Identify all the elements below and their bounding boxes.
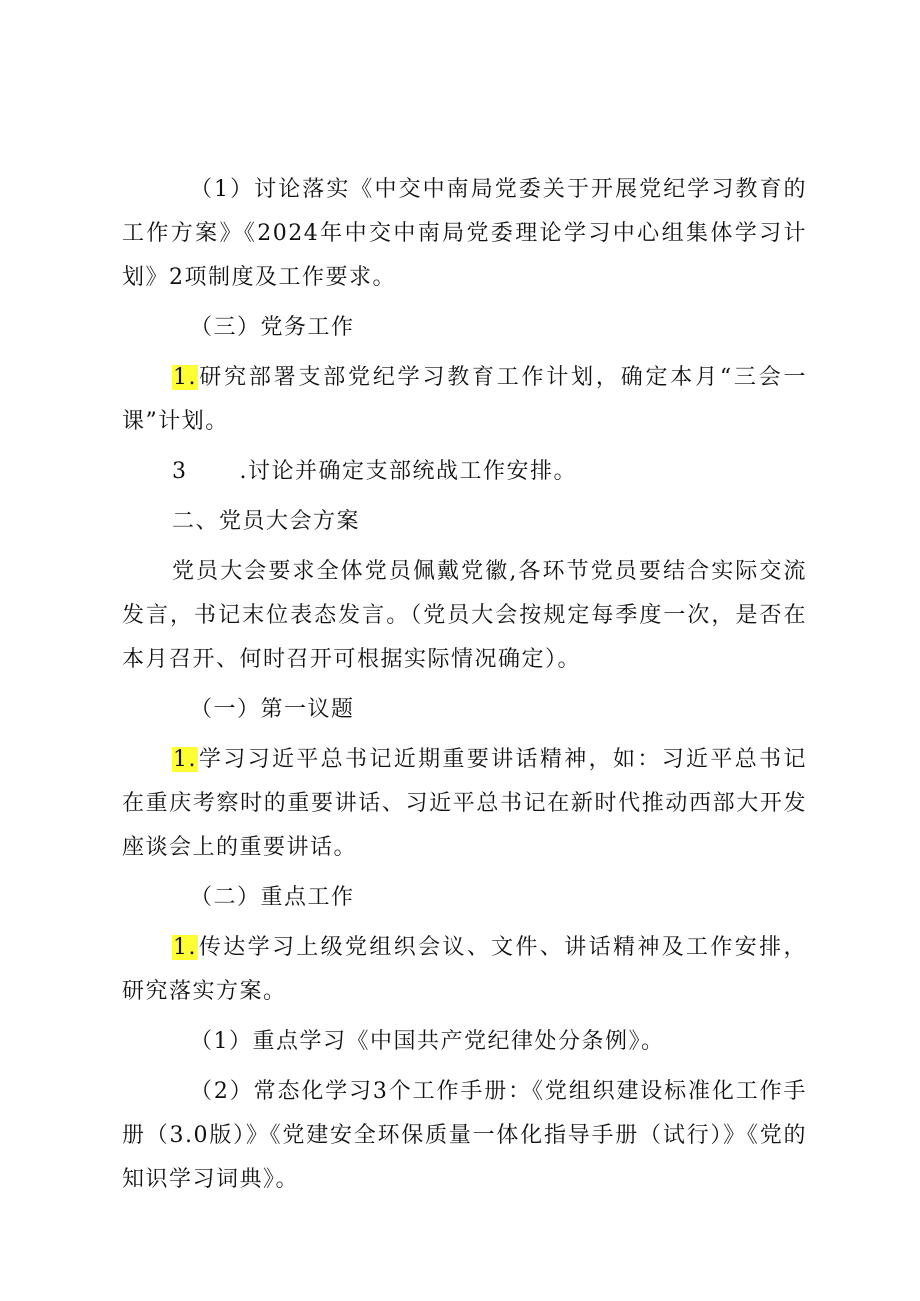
paragraph-text: 研究部署支部党纪学习教育工作计划，确定本月“三会一课”计划。 [122, 365, 807, 434]
paragraph-member-meeting-requirements: 党员大会要求全体党员佩戴党徽,各环节党员要结合实际交流发言，书记末位表态发言。（党员大会按规定每季度一次，是否在本月召开、何时召开可根据实际情况确定）。 [122, 559, 807, 672]
paragraph-disciplinary-regulations: （1）重点学习《中国共产党纪律处分条例》。 [190, 1029, 665, 1054]
paragraph-text: 传达学习上级党组织会议、文件、讲话精神及工作安排，研究落实方案。 [122, 935, 807, 1004]
heading-party-affairs: （三）党务工作 [190, 315, 355, 340]
heading-first-topic: （一）第一议题 [190, 697, 355, 722]
highlighted-number: 1. [173, 747, 197, 772]
paragraph-work-manuals: （2）常态化学习3个工作手册：《党组织建设标准化工作手册（3.0版）》《党建安全环保质量一体化指导手册（试行）》《党的知识学习词典》。 [122, 1079, 807, 1192]
item-number: 3 [172, 459, 188, 484]
paragraph-discussion-work-plan: （1）讨论落实《中交中南局党委关于开展党纪学习教育的工作方案》《2024年中交中南局党委理论学习中心组集体学习计划》2项制度及工作要求。 [122, 177, 807, 290]
paragraph-text: 学习习近平总书记近期重要讲话精神，如：习近平总书记在重庆考察时的重要讲话、习近平总书记在新时代推动西部大开发座谈会上的重要讲话。 [122, 747, 807, 860]
highlighted-number: 1. [173, 365, 197, 390]
paragraph-study-speeches [122, 738, 807, 870]
document-body [122, 168, 807, 1202]
highlighted-number: 1. [173, 935, 197, 960]
paragraph-deploy-study-plan [122, 356, 807, 444]
paragraph-text: .讨论并确定支部统战工作安排。 [239, 459, 577, 484]
heading-member-meeting-plan: 二、党员大会方案 [172, 509, 361, 534]
heading-key-work: （二）重点工作 [190, 885, 355, 910]
paragraph-united-front [122, 450, 807, 494]
paragraph-convey-superior [122, 926, 807, 1014]
